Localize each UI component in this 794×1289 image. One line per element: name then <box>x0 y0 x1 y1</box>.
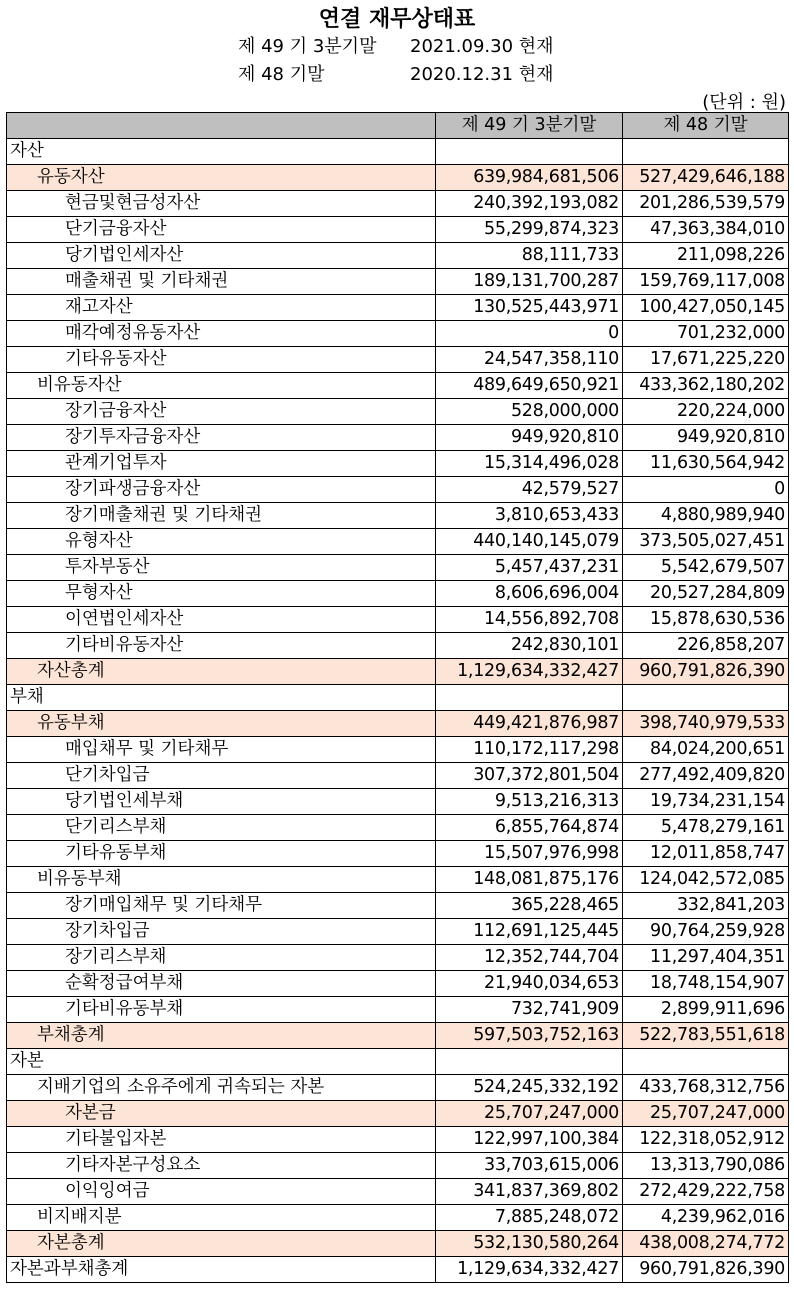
prior-period-value: 226,858,207 <box>623 633 789 659</box>
account-name: 자산 <box>7 139 436 165</box>
account-name: 기타자본구성요소 <box>7 1153 436 1179</box>
account-name: 자본총계 <box>7 1231 436 1257</box>
account-name: 당기법인세자산 <box>7 243 436 269</box>
table-row <box>7 1153 789 1179</box>
current-period-value: 15,314,496,028 <box>436 451 623 477</box>
current-period-value: 189,131,700,287 <box>436 269 623 295</box>
current-period-value: 21,940,034,653 <box>436 971 623 997</box>
account-name: 자본과부채총계 <box>7 1257 436 1283</box>
current-period-value: 489,649,650,921 <box>436 373 623 399</box>
current-period-value: 25,707,247,000 <box>436 1101 623 1127</box>
prior-period-value: 0 <box>623 477 789 503</box>
account-name: 매출채권 및 기타채권 <box>7 269 436 295</box>
prior-period-value: 373,505,027,451 <box>623 529 789 555</box>
account-name: 기타유동부채 <box>7 841 436 867</box>
table-row <box>7 633 789 659</box>
account-name: 유동자산 <box>7 165 436 191</box>
prior-period-value: 527,429,646,188 <box>623 165 789 191</box>
table-header-row <box>7 113 789 139</box>
prior-period-value: 124,042,572,085 <box>623 867 789 893</box>
account-name: 관계기업투자 <box>7 451 436 477</box>
account-name: 부채 <box>7 685 436 711</box>
prior-period-value <box>623 685 789 711</box>
table-row <box>7 763 789 789</box>
current-period-value: 1,129,634,332,427 <box>436 1257 623 1283</box>
prior-period-value: 438,008,274,772 <box>623 1231 789 1257</box>
prior-period-value: 949,920,810 <box>623 425 789 451</box>
current-period-value: 307,372,801,504 <box>436 763 623 789</box>
header-account <box>7 113 436 139</box>
table-row <box>7 503 789 529</box>
account-name: 장기매출채권 및 기타채권 <box>7 503 436 529</box>
account-name: 장기리스부채 <box>7 945 436 971</box>
account-name: 장기투자금융자산 <box>7 425 436 451</box>
table-row <box>7 425 789 451</box>
table-row <box>7 451 789 477</box>
prior-period-value: 5,478,279,161 <box>623 815 789 841</box>
current-period-value: 7,885,248,072 <box>436 1205 623 1231</box>
table-row <box>7 1257 789 1283</box>
current-period-value: 449,421,876,987 <box>436 711 623 737</box>
prior-period-value: 122,318,052,912 <box>623 1127 789 1153</box>
table-row <box>7 243 789 269</box>
table-row <box>7 1049 789 1075</box>
table-row <box>7 477 789 503</box>
account-name: 단기리스부채 <box>7 815 436 841</box>
table-row <box>7 737 789 763</box>
table-row <box>7 321 789 347</box>
prior-period-value: 220,224,000 <box>623 399 789 425</box>
table-row <box>7 269 789 295</box>
current-period-value <box>436 685 623 711</box>
table-row <box>7 919 789 945</box>
current-period-value: 528,000,000 <box>436 399 623 425</box>
prior-period-value: 11,297,404,351 <box>623 945 789 971</box>
current-period-value: 532,130,580,264 <box>436 1231 623 1257</box>
prior-period-value: 701,232,000 <box>623 321 789 347</box>
prior-period-value: 277,492,409,820 <box>623 763 789 789</box>
account-name: 이연법인세자산 <box>7 607 436 633</box>
account-name: 비유동자산 <box>7 373 436 399</box>
table-row <box>7 555 789 581</box>
account-name: 부채총계 <box>7 1023 436 1049</box>
current-period-value: 24,547,358,110 <box>436 347 623 373</box>
unit-label: (단위 : 원) <box>702 92 786 113</box>
account-name: 기타유동자산 <box>7 347 436 373</box>
prior-period-value: 272,429,222,758 <box>623 1179 789 1205</box>
current-period-value: 14,556,892,708 <box>436 607 623 633</box>
current-period-value: 440,140,145,079 <box>436 529 623 555</box>
prior-period-value <box>623 139 789 165</box>
table-row <box>7 1205 789 1231</box>
prior-period-value: 159,769,117,008 <box>623 269 789 295</box>
table-row <box>7 945 789 971</box>
table-row <box>7 165 789 191</box>
current-period-value: 33,703,615,006 <box>436 1153 623 1179</box>
prior-period-value: 100,427,050,145 <box>623 295 789 321</box>
account-name: 기타비유동부채 <box>7 997 436 1023</box>
table-row <box>7 1179 789 1205</box>
table-row <box>7 1075 789 1101</box>
current-period-value: 112,691,125,445 <box>436 919 623 945</box>
prior-period-value: 19,734,231,154 <box>623 789 789 815</box>
prior-period-value: 522,783,551,618 <box>623 1023 789 1049</box>
prior-period-value: 398,740,979,533 <box>623 711 789 737</box>
prior-period-value: 2,899,911,696 <box>623 997 789 1023</box>
current-period-value: 0 <box>436 321 623 347</box>
account-name: 장기금융자산 <box>7 399 436 425</box>
table-row <box>7 815 789 841</box>
account-name: 단기금융자산 <box>7 217 436 243</box>
table-body <box>7 139 789 1283</box>
current-period-value: 3,810,653,433 <box>436 503 623 529</box>
table-row <box>7 1023 789 1049</box>
prior-period-date: 2020.12.31 현재 <box>410 64 554 85</box>
current-period-value: 88,111,733 <box>436 243 623 269</box>
prior-period-value: 25,707,247,000 <box>623 1101 789 1127</box>
current-period-value: 122,997,100,384 <box>436 1127 623 1153</box>
current-period-value: 110,172,117,298 <box>436 737 623 763</box>
table-row <box>7 581 789 607</box>
current-period-value: 130,525,443,971 <box>436 295 623 321</box>
current-period-value: 42,579,527 <box>436 477 623 503</box>
current-period-value: 8,606,696,004 <box>436 581 623 607</box>
table-row <box>7 841 789 867</box>
table-row <box>7 295 789 321</box>
prior-period-value: 12,011,858,747 <box>623 841 789 867</box>
table-row <box>7 659 789 685</box>
table-row <box>7 711 789 737</box>
table-row <box>7 997 789 1023</box>
balance-sheet-table <box>6 112 789 1283</box>
table-row <box>7 399 789 425</box>
account-name: 자본 <box>7 1049 436 1075</box>
table-row <box>7 789 789 815</box>
prior-period-value: 84,024,200,651 <box>623 737 789 763</box>
account-name: 매각예정유동자산 <box>7 321 436 347</box>
table-row <box>7 217 789 243</box>
prior-period-value: 5,542,679,507 <box>623 555 789 581</box>
table-row <box>7 971 789 997</box>
prior-period-value: 201,286,539,579 <box>623 191 789 217</box>
current-period-value: 9,513,216,313 <box>436 789 623 815</box>
prior-period-value: 4,239,962,016 <box>623 1205 789 1231</box>
table-row <box>7 1231 789 1257</box>
account-name: 순확정급여부채 <box>7 971 436 997</box>
current-period-value: 949,920,810 <box>436 425 623 451</box>
table-row <box>7 347 789 373</box>
current-period-label: 제 49 기 3분기말 <box>238 36 377 57</box>
prior-period-value: 332,841,203 <box>623 893 789 919</box>
prior-period-value: 47,363,384,010 <box>623 217 789 243</box>
prior-period-value: 211,098,226 <box>623 243 789 269</box>
prior-period-value: 433,362,180,202 <box>623 373 789 399</box>
account-name: 유동부채 <box>7 711 436 737</box>
prior-period-value: 90,764,259,928 <box>623 919 789 945</box>
prior-period-label: 제 48 기말 <box>238 64 325 85</box>
prior-period-value: 15,878,630,536 <box>623 607 789 633</box>
current-period-value: 12,352,744,704 <box>436 945 623 971</box>
account-name: 기타불입자본 <box>7 1127 436 1153</box>
account-name: 현금및현금성자산 <box>7 191 436 217</box>
current-period-value: 15,507,976,998 <box>436 841 623 867</box>
account-name: 기타비유동자산 <box>7 633 436 659</box>
current-period-value: 1,129,634,332,427 <box>436 659 623 685</box>
current-period-value: 365,228,465 <box>436 893 623 919</box>
current-period-value: 240,392,193,082 <box>436 191 623 217</box>
table-row <box>7 607 789 633</box>
current-period-value: 242,830,101 <box>436 633 623 659</box>
current-period-value: 55,299,874,323 <box>436 217 623 243</box>
header-prior-period: 제 48 기말 <box>623 113 789 139</box>
account-name: 이익잉여금 <box>7 1179 436 1205</box>
prior-period-value: 960,791,826,390 <box>623 659 789 685</box>
prior-period-value: 433,768,312,756 <box>623 1075 789 1101</box>
current-period-value: 148,081,875,176 <box>436 867 623 893</box>
prior-period-value: 960,791,826,390 <box>623 1257 789 1283</box>
prior-period-value: 4,880,989,940 <box>623 503 789 529</box>
table-row <box>7 529 789 555</box>
table-row <box>7 139 789 165</box>
table-row <box>7 373 789 399</box>
current-period-value <box>436 139 623 165</box>
account-name: 무형자산 <box>7 581 436 607</box>
table-row <box>7 1127 789 1153</box>
statement-title: 연결 재무상태표 <box>318 7 476 32</box>
account-name: 당기법인세부채 <box>7 789 436 815</box>
account-name: 매입채무 및 기타채무 <box>7 737 436 763</box>
current-period-value <box>436 1049 623 1075</box>
account-name: 장기차입금 <box>7 919 436 945</box>
account-name: 자산총계 <box>7 659 436 685</box>
account-name: 재고자산 <box>7 295 436 321</box>
current-period-value: 524,245,332,192 <box>436 1075 623 1101</box>
current-period-value: 6,855,764,874 <box>436 815 623 841</box>
current-period-value: 732,741,909 <box>436 997 623 1023</box>
prior-period-value: 17,671,225,220 <box>623 347 789 373</box>
account-name: 투자부동산 <box>7 555 436 581</box>
current-period-value: 341,837,369,802 <box>436 1179 623 1205</box>
prior-period-value: 18,748,154,907 <box>623 971 789 997</box>
prior-period-value: 11,630,564,942 <box>623 451 789 477</box>
table-row <box>7 867 789 893</box>
account-name: 장기매입채무 및 기타채무 <box>7 893 436 919</box>
current-period-value: 5,457,437,231 <box>436 555 623 581</box>
table-row <box>7 191 789 217</box>
account-name: 유형자산 <box>7 529 436 555</box>
table-row <box>7 1101 789 1127</box>
account-name: 비지배지분 <box>7 1205 436 1231</box>
prior-period-value: 20,527,284,809 <box>623 581 789 607</box>
account-name: 자본금 <box>7 1101 436 1127</box>
account-name: 장기파생금융자산 <box>7 477 436 503</box>
current-period-value: 597,503,752,163 <box>436 1023 623 1049</box>
prior-period-value: 13,313,790,086 <box>623 1153 789 1179</box>
account-name: 단기차입금 <box>7 763 436 789</box>
account-name: 비유동부채 <box>7 867 436 893</box>
current-period-date: 2021.09.30 현재 <box>410 36 554 57</box>
table-row <box>7 685 789 711</box>
header-current-period: 제 49 기 3분기말 <box>436 113 623 139</box>
account-name: 지배기업의 소유주에게 귀속되는 자본 <box>7 1075 436 1101</box>
table-row <box>7 893 789 919</box>
prior-period-value <box>623 1049 789 1075</box>
current-period-value: 639,984,681,506 <box>436 165 623 191</box>
